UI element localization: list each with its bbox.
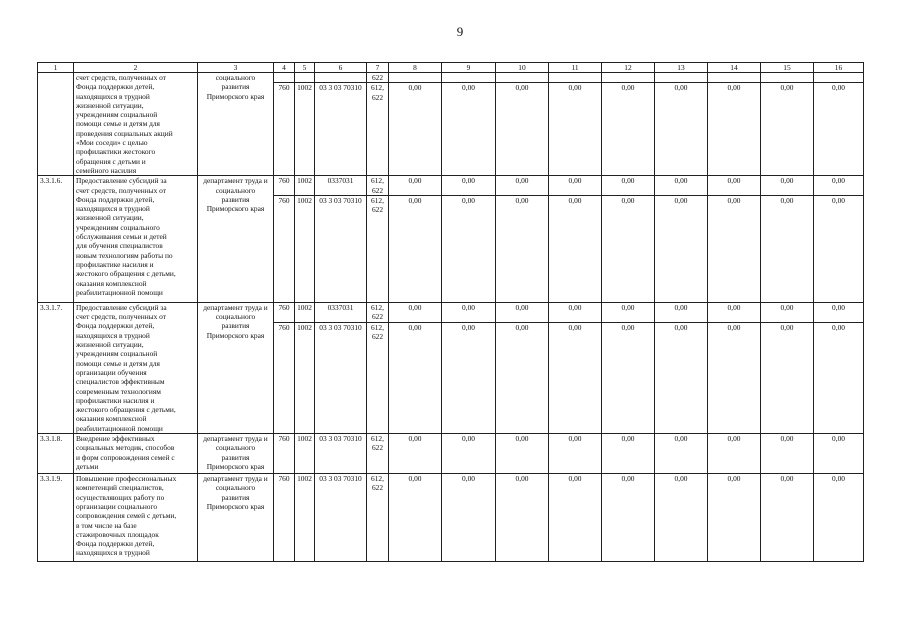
amount-cell: 0,00 xyxy=(602,434,655,474)
amount-cell: 0,00 xyxy=(814,322,864,433)
executor-line: социального xyxy=(215,185,256,195)
amount-cell: 0,00 xyxy=(708,195,761,302)
expense-type-line: 622 xyxy=(371,483,384,493)
description-line: Предоставление субсидий за xyxy=(76,302,167,312)
executor-line: департамент труда и xyxy=(203,302,268,312)
amount-cell: 0,00 xyxy=(389,434,442,474)
description-line: специалистов эффективным xyxy=(76,377,165,387)
budget-table xyxy=(37,62,864,562)
expense-type-line: 622 xyxy=(371,205,384,215)
target-article-code: 03 3 03 70310 xyxy=(315,474,367,562)
grbs-code: 760 xyxy=(274,302,295,322)
description-line: находящихся в трудной xyxy=(76,204,150,214)
expense-type-line: 622 xyxy=(371,73,384,82)
table-row xyxy=(38,474,864,562)
description-line: учреждениям социальной xyxy=(76,110,158,120)
amount-cell: 0,00 xyxy=(602,176,655,196)
expense-type-code xyxy=(367,474,389,562)
description-line: новым технологиям работы по xyxy=(76,250,173,260)
target-article-code: 03 3 03 70310 xyxy=(315,434,367,474)
description-line: учреждениям социальной xyxy=(76,349,158,359)
description-line: организации обучения xyxy=(76,367,147,377)
description-line: находящихся в трудной xyxy=(76,548,150,558)
item-number: 3.3.1.7. xyxy=(38,302,74,433)
amount-cell: 0,00 xyxy=(549,83,602,176)
amount-cell: 0,00 xyxy=(389,322,442,433)
description-line: помощи семье и детям для xyxy=(76,358,160,368)
amount-cell: 0,00 xyxy=(655,434,708,474)
executor xyxy=(198,474,274,562)
amount-cell: 0,00 xyxy=(602,322,655,433)
description-line: профилактики насилия и xyxy=(76,395,155,405)
target-article-code xyxy=(315,73,367,83)
amount-cell: 0,00 xyxy=(708,302,761,322)
expense-type-line: 612, xyxy=(371,434,384,444)
description-line: организации социального xyxy=(76,501,158,511)
description-line: счет средств, полученных от xyxy=(76,312,167,322)
description-line: реабилитационной помощи xyxy=(76,287,163,297)
amount-cell: 0,00 xyxy=(814,83,864,176)
section-code: 1002 xyxy=(295,322,315,433)
description-line: осуществляющих работу по xyxy=(76,492,165,502)
column-header: 3 xyxy=(198,63,274,73)
target-article-code: 03 3 03 70310 xyxy=(315,83,367,176)
amount-cell: 0,00 xyxy=(761,434,814,474)
amount-cell: 0,00 xyxy=(496,176,549,196)
amount-cell: 0,00 xyxy=(814,474,864,562)
description-line: Фонда поддержки детей, xyxy=(76,321,155,331)
amount-cell: 0,00 xyxy=(496,434,549,474)
executor-line: Приморского края xyxy=(206,204,265,214)
item-description xyxy=(74,176,198,303)
description-line: помощи семье и детям для xyxy=(76,119,160,129)
column-header: 6 xyxy=(315,63,367,73)
amount-cell: 0,00 xyxy=(389,83,442,176)
amount-cell: 0,00 xyxy=(655,474,708,562)
amount-cell: 0,00 xyxy=(549,322,602,433)
amount-cell: 0,00 xyxy=(549,474,602,562)
column-header: 10 xyxy=(496,63,549,73)
executor-line: департамент труда и xyxy=(203,474,268,484)
amount-cell xyxy=(655,73,708,83)
amount-cell xyxy=(708,73,761,83)
target-article-code: 03 3 03 70310 xyxy=(315,195,367,302)
executor xyxy=(198,434,274,474)
amount-cell: 0,00 xyxy=(761,83,814,176)
executor-line: развития xyxy=(221,82,250,92)
item-number xyxy=(38,73,74,176)
description-line: обращения с детьми и xyxy=(76,156,146,166)
column-header: 11 xyxy=(549,63,602,73)
amount-cell: 0,00 xyxy=(708,474,761,562)
item-description xyxy=(74,73,198,176)
amount-cell: 0,00 xyxy=(442,302,496,322)
section-code: 1002 xyxy=(295,434,315,474)
description-line: проведения социальных акций xyxy=(76,128,173,138)
column-header: 14 xyxy=(708,63,761,73)
section-code: 1002 xyxy=(295,302,315,322)
description-line: Фонда поддержки детей, xyxy=(76,539,155,549)
amount-cell: 0,00 xyxy=(389,195,442,302)
amount-cell: 0,00 xyxy=(549,195,602,302)
description-line: в том числе на базе xyxy=(76,520,137,530)
column-header: 12 xyxy=(602,63,655,73)
executor-line: департамент труда и xyxy=(203,176,268,186)
section-code: 1002 xyxy=(295,195,315,302)
description-line: учреждениям социального xyxy=(76,222,160,232)
table-row xyxy=(38,434,864,474)
description-line: Предоставление субсидий за xyxy=(76,176,167,186)
description-line: жестокого обращения с детьми, xyxy=(76,269,176,279)
item-number: 3.3.1.6. xyxy=(38,176,74,303)
amount-cell: 0,00 xyxy=(442,434,496,474)
amount-cell xyxy=(761,73,814,83)
amount-cell: 0,00 xyxy=(442,195,496,302)
target-article-code: 0337031 xyxy=(315,302,367,322)
grbs-code: 760 xyxy=(274,195,295,302)
amount-cell: 0,00 xyxy=(442,83,496,176)
table-row xyxy=(38,302,864,322)
description-line: профилактике насилия и xyxy=(76,259,154,269)
amount-cell: 0,00 xyxy=(655,195,708,302)
description-line: Фонда поддержки детей, xyxy=(76,194,155,204)
column-header: 4 xyxy=(274,63,295,73)
table-body xyxy=(38,73,864,562)
amount-cell: 0,00 xyxy=(549,434,602,474)
item-number: 3.3.1.9. xyxy=(38,474,74,562)
amount-cell: 0,00 xyxy=(761,322,814,433)
expense-type-line: 622 xyxy=(371,312,384,322)
amount-cell: 0,00 xyxy=(389,474,442,562)
description-line: семейного насилия xyxy=(76,165,137,175)
description-line: реабилитационной помощи xyxy=(76,423,163,433)
executor xyxy=(198,302,274,433)
expense-type-line: 622 xyxy=(371,185,384,195)
target-article-code: 0337031 xyxy=(315,176,367,196)
description-line: Повышение профессиональных xyxy=(76,474,177,484)
amount-cell: 0,00 xyxy=(496,195,549,302)
amount-cell xyxy=(442,73,496,83)
amount-cell: 0,00 xyxy=(761,302,814,322)
description-line: жизненной ситуации, xyxy=(76,340,144,350)
amount-cell: 0,00 xyxy=(814,434,864,474)
amount-cell xyxy=(549,73,602,83)
amount-cell xyxy=(602,73,655,83)
expense-type-code xyxy=(367,302,389,322)
expense-type-line: 612, xyxy=(371,195,384,205)
amount-cell: 0,00 xyxy=(496,474,549,562)
executor-line: Приморского края xyxy=(206,501,265,511)
expense-type-code xyxy=(367,322,389,433)
executor-line: Приморского края xyxy=(206,461,265,471)
amount-cell: 0,00 xyxy=(708,176,761,196)
expense-type-line: 612, xyxy=(371,83,384,93)
expense-type-code xyxy=(367,83,389,176)
executor-line: департамент труда и xyxy=(203,434,268,444)
table-row xyxy=(38,73,864,83)
column-header: 7 xyxy=(367,63,389,73)
executor-line: развития xyxy=(221,492,250,502)
description-line: счет средств, полученных от xyxy=(76,73,167,82)
target-article-code: 03 3 03 70310 xyxy=(315,322,367,433)
expense-type-line: 612, xyxy=(371,322,384,332)
column-header: 5 xyxy=(295,63,315,73)
description-line: оказания комплексной xyxy=(76,278,147,288)
header-row xyxy=(38,63,864,73)
executor-line: развития xyxy=(221,321,250,331)
amount-cell: 0,00 xyxy=(814,176,864,196)
expense-type-code xyxy=(367,176,389,196)
amount-cell: 0,00 xyxy=(389,302,442,322)
table-row xyxy=(38,176,864,196)
item-description xyxy=(74,302,198,433)
amount-cell: 0,00 xyxy=(655,176,708,196)
expense-type-line: 612, xyxy=(371,474,384,484)
column-header: 13 xyxy=(655,63,708,73)
description-line: жизненной ситуации, xyxy=(76,213,144,223)
expense-type-line: 612, xyxy=(371,176,384,186)
column-header: 16 xyxy=(814,63,864,73)
amount-cell: 0,00 xyxy=(655,322,708,433)
description-line: жизненной ситуации, xyxy=(76,100,144,110)
expense-type-code xyxy=(367,73,389,83)
executor-line: социального xyxy=(215,443,256,453)
amount-cell: 0,00 xyxy=(442,474,496,562)
amount-cell: 0,00 xyxy=(655,302,708,322)
executor xyxy=(198,73,274,176)
executor xyxy=(198,176,274,303)
amount-cell: 0,00 xyxy=(761,474,814,562)
amount-cell xyxy=(389,73,442,83)
executor-line: развития xyxy=(221,194,250,204)
grbs-code: 760 xyxy=(274,434,295,474)
description-line: профилактики жестокого xyxy=(76,147,156,157)
amount-cell: 0,00 xyxy=(549,176,602,196)
grbs-code: 760 xyxy=(274,83,295,176)
amount-cell: 0,00 xyxy=(602,474,655,562)
section-code: 1002 xyxy=(295,83,315,176)
grbs-code xyxy=(274,73,295,83)
grbs-code: 760 xyxy=(274,322,295,433)
expense-type-code xyxy=(367,434,389,474)
amount-cell: 0,00 xyxy=(602,83,655,176)
item-description xyxy=(74,434,198,474)
column-header: 15 xyxy=(761,63,814,73)
description-line: детьми xyxy=(76,461,99,471)
section-code: 1002 xyxy=(295,474,315,562)
grbs-code: 760 xyxy=(274,176,295,196)
description-line: для обучения специалистов xyxy=(76,241,163,251)
expense-type-line: 622 xyxy=(371,331,384,341)
amount-cell: 0,00 xyxy=(496,322,549,433)
amount-cell xyxy=(496,73,549,83)
grbs-code: 760 xyxy=(274,474,295,562)
description-line: Внедрение эффективных xyxy=(76,434,155,444)
item-number: 3.3.1.8. xyxy=(38,434,74,474)
column-header: 9 xyxy=(442,63,496,73)
expense-type-line: 622 xyxy=(371,92,384,102)
executor-line: социального xyxy=(215,483,256,493)
amount-cell: 0,00 xyxy=(655,83,708,176)
amount-cell: 0,00 xyxy=(496,302,549,322)
column-header: 1 xyxy=(38,63,74,73)
amount-cell: 0,00 xyxy=(602,195,655,302)
expense-type-line: 622 xyxy=(371,443,384,453)
description-line: и форм сопровождения семей с xyxy=(76,452,175,462)
description-line: находящихся в трудной xyxy=(76,330,150,340)
amount-cell: 0,00 xyxy=(708,322,761,433)
executor-line: социального xyxy=(215,73,256,82)
item-description xyxy=(74,474,198,562)
description-line: компетенций специалистов, xyxy=(76,483,164,493)
amount-cell: 0,00 xyxy=(549,302,602,322)
executor-line: Приморского края xyxy=(206,330,265,340)
description-line: обслуживания семьи и детей xyxy=(76,232,167,242)
column-header: 8 xyxy=(389,63,442,73)
description-line: оказания комплексной xyxy=(76,414,147,424)
amount-cell: 0,00 xyxy=(442,176,496,196)
description-line: Фонда поддержки детей, xyxy=(76,82,155,92)
description-line: стажировочных площадок xyxy=(76,529,159,539)
description-line: социальных методик, способов xyxy=(76,443,175,453)
amount-cell: 0,00 xyxy=(814,195,864,302)
description-line: находящихся в трудной xyxy=(76,91,150,101)
column-header: 2 xyxy=(74,63,198,73)
expense-type-line: 612, xyxy=(371,302,384,312)
amount-cell: 0,00 xyxy=(442,322,496,433)
page-number: 9 xyxy=(456,24,464,39)
executor-line: социального xyxy=(215,312,256,322)
executor-line: Приморского края xyxy=(206,91,265,101)
amount-cell: 0,00 xyxy=(496,83,549,176)
description-line: счет средств, полученных от xyxy=(76,185,167,195)
description-line: жестокого обращения с детьми, xyxy=(76,405,176,415)
amount-cell: 0,00 xyxy=(708,83,761,176)
description-line: сопровождения семей с детьми, xyxy=(76,511,177,521)
amount-cell: 0,00 xyxy=(761,176,814,196)
amount-cell: 0,00 xyxy=(389,176,442,196)
amount-cell: 0,00 xyxy=(761,195,814,302)
description-line: современным технологиям xyxy=(76,386,161,396)
section-code xyxy=(295,73,315,83)
amount-cell xyxy=(814,73,864,83)
amount-cell: 0,00 xyxy=(602,302,655,322)
amount-cell: 0,00 xyxy=(814,302,864,322)
amount-cell: 0,00 xyxy=(708,434,761,474)
section-code: 1002 xyxy=(295,176,315,196)
description-line: «Мои соседи» с целью xyxy=(76,138,148,148)
executor-line: развития xyxy=(221,452,250,462)
expense-type-code xyxy=(367,195,389,302)
